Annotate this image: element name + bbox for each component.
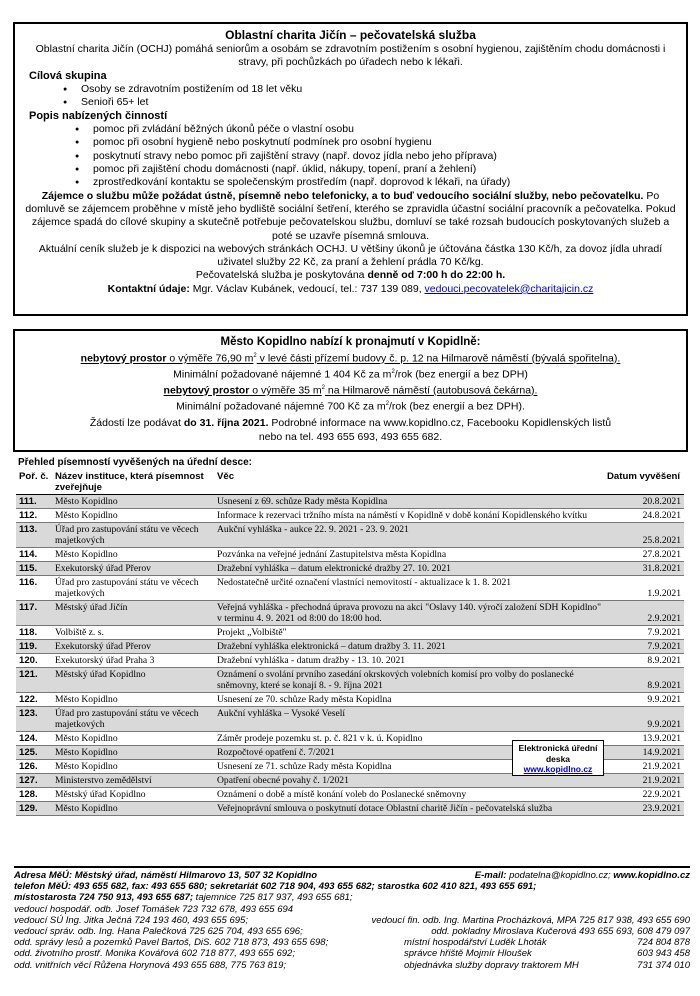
row-number: 123. [16,707,52,732]
rent-item-1 [25,350,676,366]
table-row [16,523,684,548]
rent-item-2-label: nebytový prostor [163,384,250,397]
list-item: ● Osoby se zdravotním postižením od 18 let věku [63,83,676,96]
row-subject: Záměr prodeje pozemku st. p. č. 821 v k. ú. Kopidlno [214,732,604,746]
header-date: Datum vyvěšení [604,470,684,495]
row-date: 1.9.2021 [604,576,684,601]
list-item: ● pomoc při zvládání běžných úkonů péče o vlastní osobu [75,123,676,136]
footer-line [14,948,690,959]
footer-secretary: tajemnice 725 817 937, 493 655 681; [193,892,353,904]
row-institution: Exekutorský úřad Praha 3 [52,654,214,668]
row-institution: Exekutorský úřad Přerov [52,562,214,576]
footer-contact: vedoucí správ. odb. Ing. Hana Palečková 725 625 704, 493 655 696; [14,926,303,938]
row-institution: Úřad pro zastupování státu ve věcech majetkových [52,523,214,548]
row-institution: Město Kopidlno [52,509,214,523]
table-row [16,562,684,576]
table-row [16,654,684,668]
row-institution: Úřad pro zastupování státu ve věcech majetkových [52,707,214,732]
row-institution: Město Kopidlno [52,495,214,509]
footer-line [14,960,690,971]
footer-contact: správce hřiště Mojmír Hloušek [404,948,532,960]
row-institution: Volbiště z. s. [52,626,214,640]
rent-deadline [25,417,676,444]
list-item: ● pomoc při osobní hygieně nebo poskytnutí podmínek pro osobní hygienu [75,136,676,149]
row-date: 7.9.2021 [604,626,684,640]
row-date: 9.9.2021 [604,693,684,707]
table-row [16,626,684,640]
footer-contact: odd. pokladny Miroslava Kučerová 493 655 693, 608 479 097 [431,926,690,938]
rent-item-1-label: nebytový prostor [80,352,167,365]
row-number: 119. [16,640,52,654]
contact-text: Mgr. Václav Kubánek, vedoucí, tel.: 737 139 089, [189,282,425,295]
rent-item-1-text: o výměře 76,90 m [166,352,254,365]
footer-line [14,915,690,926]
footer-contact: odd. vnitřních věcí Růžena Horynová 493 655 688, 775 763 819; [14,959,286,971]
row-date: 25.8.2021 [604,523,684,548]
deadline-text: Žádosti lze podávat [89,417,184,429]
row-subject: Opatření obecné povahy č. 1/2021 [214,774,604,788]
footer-line [14,937,690,948]
table-row [16,548,684,562]
superscript: 2 [385,401,389,407]
row-subject: Aukční vyhláška - aukce 22. 9. 2021 - 23. 9. 2021 [214,523,604,548]
row-institution: Ministerstvo zemědělství [52,774,214,788]
row-subject: Dražební vyhláška elektronická – datum dražby 3. 11. 2021 [214,640,604,654]
electronic-board-link[interactable]: www.kopidlno.cz [523,764,593,774]
footer-address: Adresa MěÚ: Městský úřad, náměstí Hilmarovo 13, 507 32 Kopidlno [14,870,318,881]
table-row [16,707,684,732]
row-subject: Rozpočtové opatření č. 7/2021 [214,746,604,760]
row-number: 114. [16,548,52,562]
row-institution: Město Kopidlno [52,693,214,707]
row-institution: Městský úřad Jičín [52,601,214,626]
row-subject: Usnesení ze 71. schůze Rady města Kopidlna [214,760,604,774]
row-institution: Exekutorský úřad Přerov [52,640,214,654]
table-row [16,576,684,601]
hours-value: denně od 7:00 h do 22:00 h. [367,269,506,282]
deadline-info: Podrobné informace na www.kopidlno.cz, Facebooku Kopidlenských listů nebo na tel. 493 655 693, 493 655 682. [258,417,612,443]
row-subject: Informace k rezervaci tržního místa na náměstí v Kopidlně v době konání Kopidlenského kvítku [214,509,604,523]
rent-item-1-location: v levé části přízemí budovy č. p. 12 na Hilmarově náměstí (bývalá spořitelna). [256,352,621,365]
request-text: Zájemce o službu může požádat ústně, písemně nebo telefonicky, a to buď vedoucího sociální služby, nebo pečovatelku. [41,189,644,202]
footer-email-label: E-mail: [474,870,507,881]
row-number: 122. [16,693,52,707]
row-date: 14.9.2021 [604,746,684,760]
list-item: ● pomoc při zajištění chodu domácnosti (např. úklid, nákupy, topení, praní a žehlení) [75,163,676,176]
row-subject: Nedostatečně určité označení vlastníci nemovitostí - aktualizace k 1. 8. 2021 [214,576,604,601]
charity-notice [13,22,688,316]
contact-label: Kontaktní údaje: [107,282,190,295]
activities-heading: Popis nabízených činností [29,109,168,122]
table-header-row [16,470,684,495]
list-item: ● zprostředkování kontaktu se společenským prostředím (např. doprovod k lékaři, na úřady) [75,176,676,189]
row-number: 112. [16,509,52,523]
footer-line [14,926,690,937]
row-number: 118. [16,626,52,640]
row-institution: Město Kopidlno [52,746,214,760]
row-subject: Usnesení z 69. schůze Rady města Kopidlna [214,495,604,509]
row-institution: Město Kopidlno [52,548,214,562]
row-number: 129. [16,802,52,816]
row-number: 113. [16,523,52,548]
footer [14,866,690,971]
rent-item-2 [25,382,676,398]
rent-item-2-location: na Hilmarově náměstí (autobusová čekárna). [325,384,538,397]
row-institution: Město Kopidlno [52,760,214,774]
row-date: 2.9.2021 [604,601,684,626]
row-number: 121. [16,668,52,693]
row-subject: Aukční vyhláška – Vysoké Veselí [214,707,604,732]
contact-email-link[interactable]: vedouci.pecovatelek@charitajicin.cz [424,282,594,295]
price-note: /rok (bez energií a bez DPH). [388,400,525,413]
row-date: 31.8.2021 [604,562,684,576]
row-number: 127. [16,774,52,788]
footer-line: vedoucí hospodář. odb. Josef Tomášek 723 732 678, 493 655 694 [14,903,294,915]
row-institution: Úřad pro zastupování státu ve věcech majetkových [52,576,214,601]
rent-item-2-price [25,398,676,414]
row-number: 128. [16,788,52,802]
table-row [16,495,684,509]
rent-notice [13,329,688,452]
footer-deputy: místostarosta 724 750 913, 493 655 687; [14,892,194,904]
row-number: 120. [16,654,52,668]
row-number: 111. [16,495,52,509]
row-subject: Dražební vyhláška - datum dražby - 13. 10. 2021 [214,654,604,668]
header-num: Poř. č. [16,470,52,495]
target-list [63,83,676,110]
row-date: 8.9.2021 [604,668,684,693]
row-date: 13.9.2021 [604,732,684,746]
footer-email: podatelna@kopidlno.cz; [506,870,614,881]
row-date: 22.9.2021 [604,788,684,802]
footer-phone: 724 804 878 [637,937,690,949]
row-date: 27.8.2021 [604,548,684,562]
row-number: 126. [16,760,52,774]
charity-paragraph [25,190,676,243]
rent-title: Město Kopidlno nabízí k pronajmutí v Kopidlně: [220,336,481,348]
footer-contact: odd. životního prostř. Monika Kovářová 602 718 877, 493 655 692; [14,948,295,960]
table-row [16,509,684,523]
row-date: 9.9.2021 [604,707,684,732]
footer-contact: objednávka služby dopravy traktorem MH [404,959,579,971]
footer-web: www.kopidlno.cz [613,870,690,881]
row-date: 20.8.2021 [604,495,684,509]
table-row [16,788,684,802]
table-row [16,668,684,693]
row-subject: Usnesení ze 70. schůze Rady města Kopidlna [214,693,604,707]
table-row [16,640,684,654]
rent-item-2-text: o výměře 35 m [249,384,322,397]
row-date: 24.8.2021 [604,509,684,523]
superscript: 2 [321,385,326,391]
header-institution: Název instituce, která písemnost zveřejňuje [52,470,214,495]
footer-phone: 731 374 010 [637,959,690,971]
deadline-date: do 31. října 2021. [183,417,269,429]
table-row [16,802,684,816]
process-text: Po domluvě se zájemcem proběhne v místě jeho bydliště sociální šetření, kterého se zpravidla účastní sociální pracovník a pečovatelka. Pokud zájemce spadá do cílové skupiny a skutečně potřebuje pečovatelskou službu, domluví se také rozsah budoucích poskytovaných služeb a poté se uzavře písemná smlouva. [25,189,676,242]
row-institution: Město Kopidlno [52,732,214,746]
superscript: 2 [391,369,395,375]
row-number: 125. [16,746,52,760]
charity-title: Oblastní charita Jičín – pečovatelská služba [225,28,476,42]
price-text: Minimální požadované nájemné 700 Kč za m [176,400,386,413]
row-subject: Projekt „Volbiště" [214,626,604,640]
row-date: 23.9.2021 [604,802,684,816]
contact-line [25,283,676,296]
row-date: 7.9.2021 [604,640,684,654]
activities-list [75,123,676,189]
price-text: Minimální požadované nájemné 1 404 Kč za m [173,368,392,381]
row-subject: Dražební vyhláška – datum elektronické dražby 27. 10. 2021 [214,562,604,576]
row-subject: Oznámení o době a místě konání voleb do Poslanecké sněmovny [214,788,604,802]
footer-contact: vedoucí fin. odb. Ing. Martina Procházková, MPA 725 817 938, 493 655 690 [371,914,690,926]
row-institution: Město Kopidlno [52,802,214,816]
footer-contact: místní hospodářství Luděk Lhoták [404,937,547,949]
header-subject: Věc [214,470,604,495]
list-item: ● Senioři 65+ let [63,96,676,109]
superscript: 2 [253,353,257,359]
list-item: ● poskytnutí stravy nebo pomoc při zajištění stravy (např. dovoz jídla nebo jeho příprava) [75,150,676,163]
target-heading: Cílová skupina [29,69,107,82]
row-subject: Veřejná vyhláška - přechodná úprava provozu na akci "Oslavy 140. výročí založení SDH Kopidlno" v terminu 4. 9. 2021 od 8:00 do 18:00 hod. [214,601,604,626]
table-row [16,693,684,707]
notices-title: Přehled písemností vyvěšených na úřední desce: [18,457,252,468]
hours-line [25,269,676,282]
footer-phone: 603 943 458 [637,948,690,960]
row-date: 21.9.2021 [604,760,684,774]
row-subject: Oznámení o svolání prvního zasedání okrskových volebních komisí pro volby do poslanecké sněmovny, které se konají 8. - 9. října 2021 [214,668,604,693]
row-subject: Pozvánka na veřejné jednání Zastupitelstva města Kopidlna [214,548,604,562]
hours-text: Pečovatelská služba je poskytována [195,269,368,282]
charity-intro: Oblastní charita Jičín (OCHJ) pomáhá seniorům a osobám se zdravotním postižením s osobní hygienou, zajištěním chodu domácnosti i stravy, při pochůzkách po úřadech nebo k lékaři. [35,43,666,69]
row-number: 124. [16,732,52,746]
row-number: 115. [16,562,52,576]
price-note: /rok (bez energií a bez DPH) [394,368,528,381]
row-number: 116. [16,576,52,601]
footer-line [14,870,690,881]
table-row [16,601,684,626]
row-number: 117. [16,601,52,626]
electronic-board-label: Elektronická úřední deska [518,743,598,764]
footer-phones: telefon MěÚ: 493 655 682, fax: 493 655 680; sekretariát 602 718 904, 493 655 682; starostka 602 410 821, 493 655 691; [14,881,537,893]
row-institution: Městský úřad Kopidlno [52,668,214,693]
rent-item-1-price [25,366,676,382]
price-text: Aktuální ceník služeb je k dispozici na webových stránkách OCHJ. U většiny úkonů je účtována částka 130 Kč/h, za dovoz jídla uhradí uživatel služby 22 Kč, za praní a žehlení prádla 70 Kč/kg. [38,242,663,269]
row-institution: Městský úřad Kopidlno [52,788,214,802]
footer-contact: odd. správy lesů a pozemků Pavel Bartoš, DiS. 602 718 873, 493 655 698; [14,937,329,949]
row-date: 8.9.2021 [604,654,684,668]
footer-contact: vedoucí SÚ Ing. Jitka Ječná 724 193 460, 493 655 695; [14,914,248,926]
row-subject: Veřejnoprávní smlouva o poskytnutí dotace Oblastní charitě Jičín - pečovatelská služba [214,802,604,816]
electronic-board-box [512,740,604,776]
row-date: 21.9.2021 [604,774,684,788]
